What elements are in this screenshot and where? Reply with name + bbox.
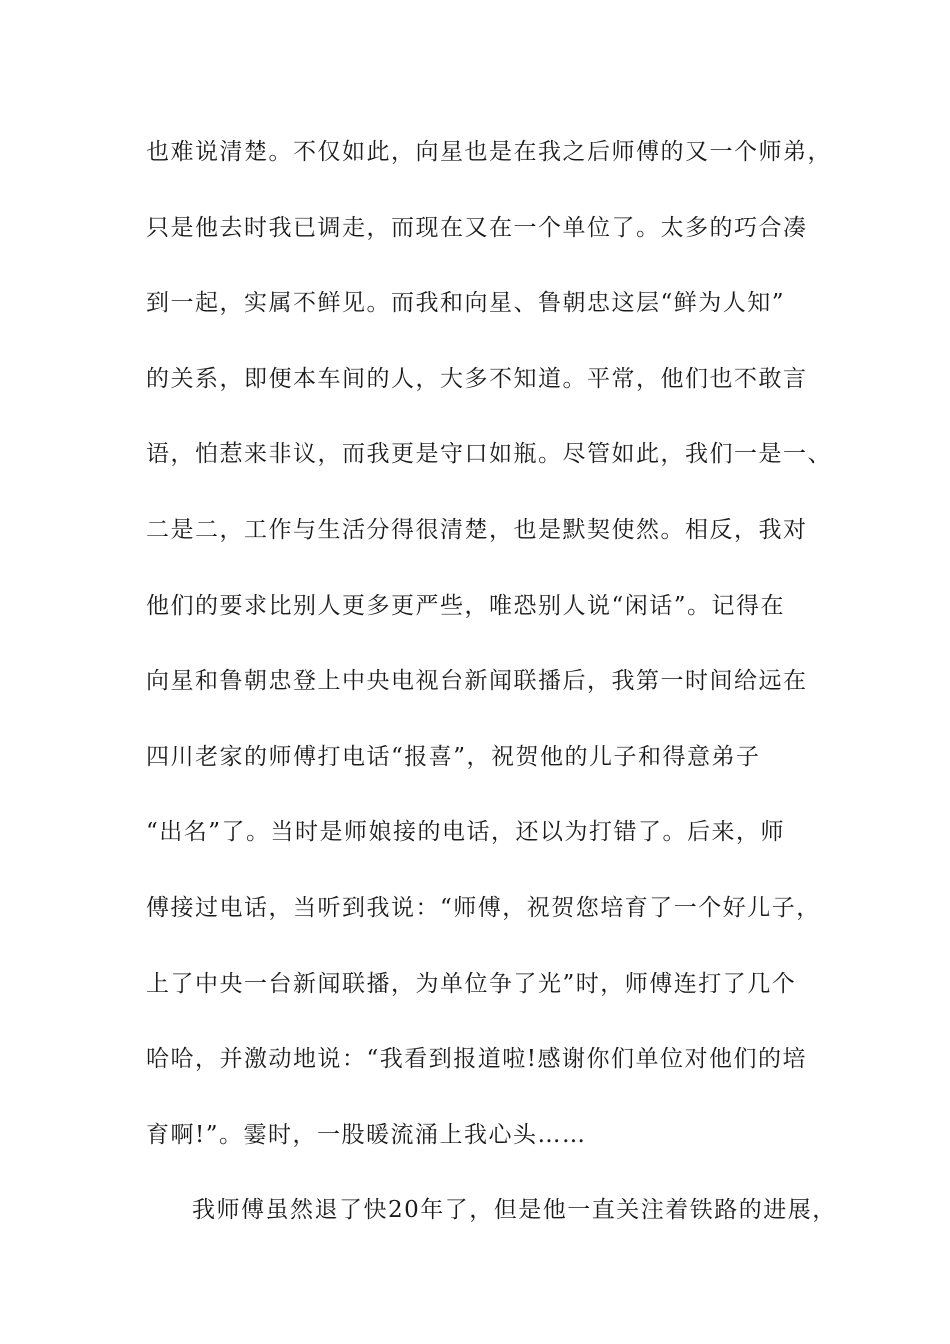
text-line: 语，怕惹来非议，而我更是守口如瓶。尽管如此，我们一是一、	[146, 441, 832, 468]
text-line: 向星和鲁朝忠登上中央电视台新闻联播后，我第一时间给远在	[146, 668, 808, 695]
body-text	[146, 126, 837, 1260]
text-line: 到一起，实属不鲜见。而我和向星、鲁朝忠这层“鲜为人知”	[146, 290, 786, 317]
text-line: 只是他去时我已调走，而现在又在一个单位了。太多的巧合凑	[146, 214, 808, 241]
text-line: 傅接过电话，当听到我说：“师傅，祝贺您培育了一个好儿子，	[146, 894, 821, 921]
text-line: 也难说清楚。不仅如此，向星也是在我之后师傅的又一个师弟，	[146, 139, 832, 165]
text-line: 四川老家的师傅打电话“报喜”，祝贺他的儿子和得意弟子	[146, 743, 761, 770]
text-line: 的关系，即便本车间的人，大多不知道。平常，他们也不敢言	[146, 365, 808, 392]
paragraph-start-line: 我师傅虽然退了快20年了，但是他一直关注着铁路的进展，	[192, 1197, 837, 1224]
text-line: 哈哈，并激动地说：“我看到报道啦!感谢你们单位对他们的培	[146, 1046, 808, 1073]
text-line: 上了中央一台新闻联播，为单位争了光”时，师傅连打了几个	[146, 970, 797, 997]
text-line: 二是二，工作与生活分得很清楚，也是默契使然。相反，我对	[146, 516, 808, 543]
text-line: “出名”了。当时是师娘接的电话，还以为打错了。后来，师	[146, 819, 786, 846]
text-line: 育啊!”。霎时，一股暖流涌上我心头……	[146, 1121, 587, 1148]
text-line: 他们的要求比别人更多更严些，唯恐别人说“闲话”。记得在	[146, 592, 786, 619]
